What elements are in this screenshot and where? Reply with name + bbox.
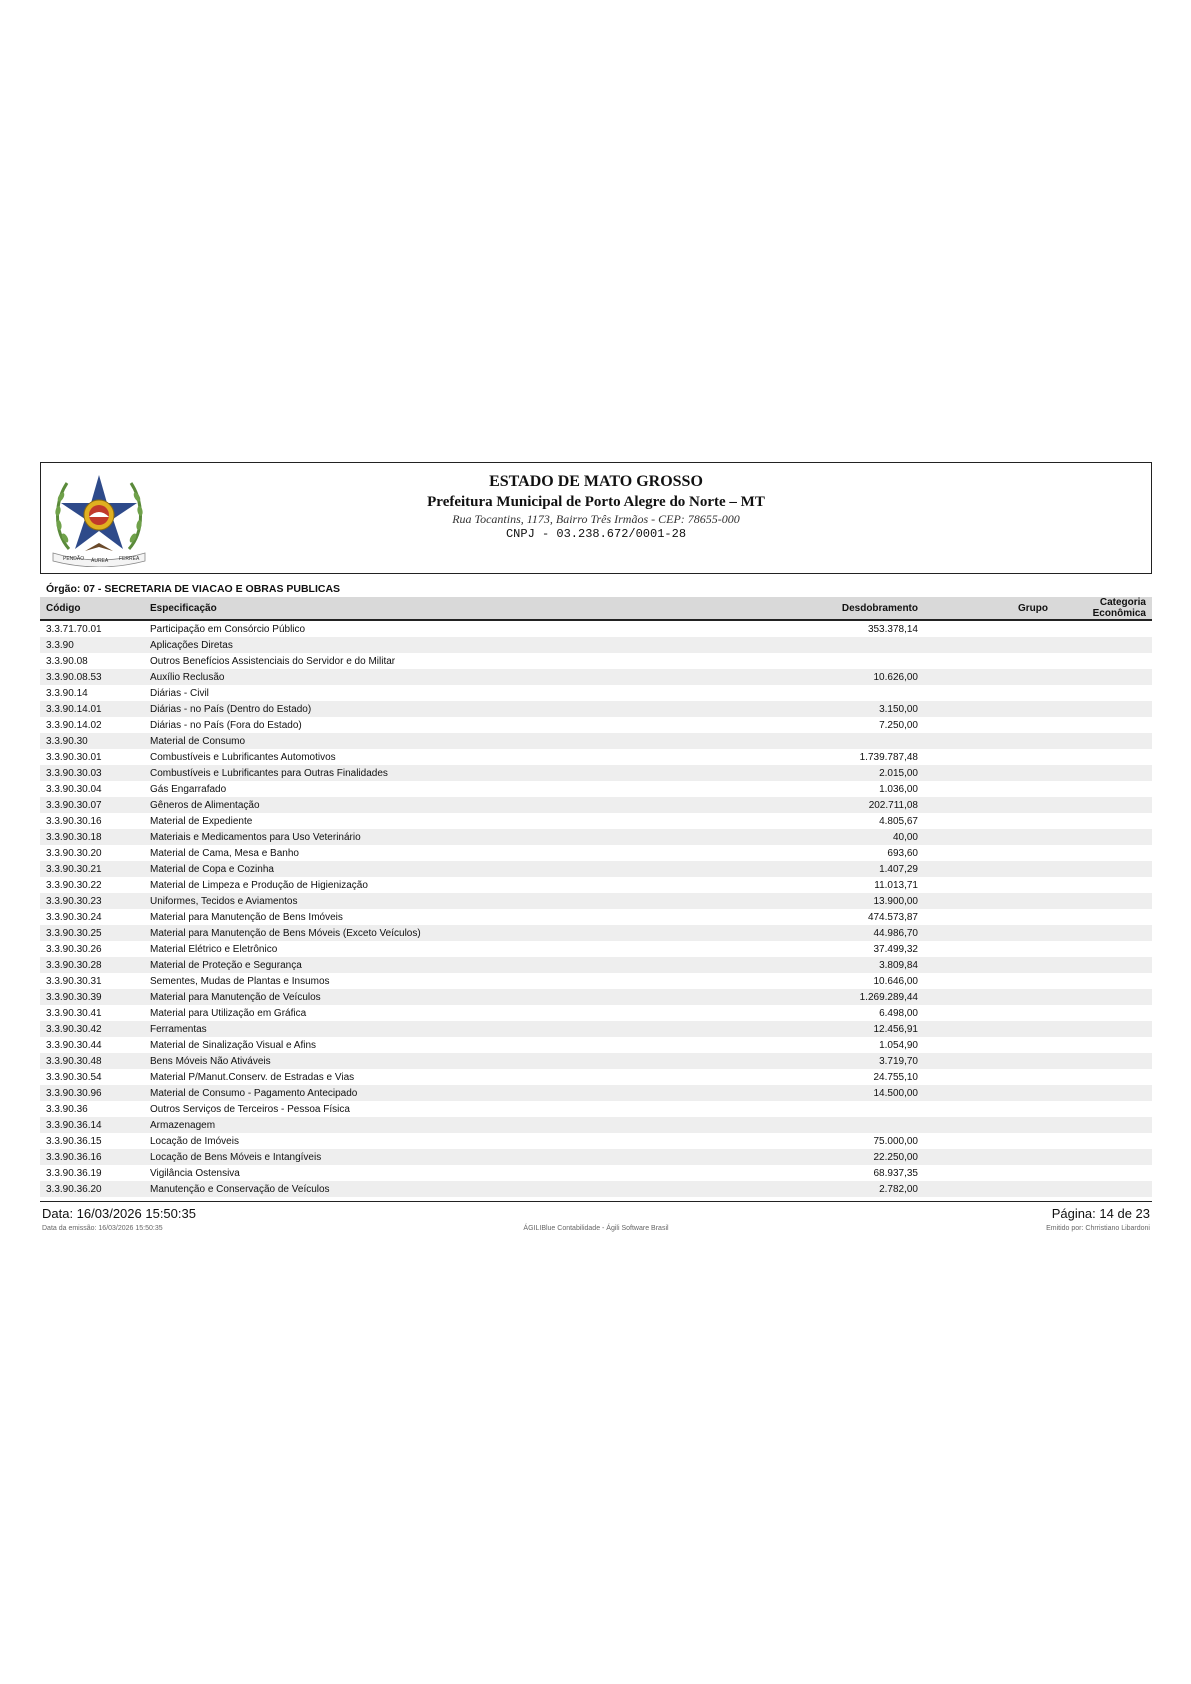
cell-codigo: 3.3.90.30.96: [40, 1085, 144, 1101]
cell-desdobramento: [704, 1117, 924, 1133]
cell-categoria: [1054, 1053, 1152, 1069]
cell-grupo: [924, 1165, 1054, 1181]
cell-grupo: [924, 845, 1054, 861]
cell-categoria: [1054, 1085, 1152, 1101]
cell-codigo: 3.3.90.30.03: [40, 765, 144, 781]
table-row: [40, 717, 1152, 733]
cell-categoria: [1054, 781, 1152, 797]
cell-codigo: 3.3.90.30.22: [46, 879, 102, 891]
cell-grupo: [924, 797, 1054, 813]
cell-desdobramento: 44.986,70: [704, 925, 924, 941]
cell-categoria: [1054, 877, 1152, 893]
cell-categoria: [1054, 620, 1152, 637]
cell-codigo: 3.3.90.30.54: [46, 1071, 102, 1083]
cell-desdobramento: 68.937,35: [873, 1167, 918, 1179]
cell-categoria: [1054, 701, 1152, 717]
cell-grupo: [924, 1021, 1054, 1037]
cell-codigo: 3.3.90.30.44: [46, 1039, 102, 1051]
cell-grupo: [924, 957, 1054, 973]
cell-grupo: [924, 1133, 1054, 1149]
table-row: [40, 941, 1152, 957]
cell-categoria: [1054, 1069, 1152, 1085]
cell-desdobramento: [704, 733, 924, 749]
cell-codigo: 3.3.90.30.48: [40, 1053, 144, 1069]
cell-especificacao: Auxílio Reclusão: [144, 669, 704, 685]
cell-especificacao: Material de Limpeza e Produção de Higienização: [150, 879, 368, 891]
cell-codigo: 3.3.90.30.39: [40, 989, 144, 1005]
cell-especificacao: Material de Copa e Cozinha: [144, 861, 704, 877]
cell-desdobramento: [704, 637, 924, 653]
table-row: [40, 845, 1152, 861]
cell-codigo: 3.3.90.14: [46, 687, 88, 699]
cell-codigo: 3.3.90.08.53: [40, 669, 144, 685]
cell-codigo: 3.3.90: [40, 637, 144, 653]
cell-especificacao: Materiais e Medicamentos para Uso Veterinário: [144, 829, 704, 845]
cell-grupo: [924, 669, 1054, 685]
cell-categoria: [1054, 845, 1152, 861]
cell-desdobramento: 4.805,67: [879, 815, 918, 827]
cell-grupo: [924, 941, 1054, 957]
cell-categoria: [1054, 1149, 1152, 1165]
cell-codigo: 3.3.90.36.14: [40, 1117, 144, 1133]
column-header-especificacao: Especificação: [144, 597, 704, 620]
cell-especificacao: Diárias - Civil: [150, 687, 209, 699]
cell-especificacao: Ferramentas: [144, 1021, 704, 1037]
cell-codigo: 3.3.90.30.31: [46, 975, 102, 987]
cell-especificacao: Material para Manutenção de Veículos: [144, 989, 704, 1005]
cell-codigo: 3.3.90.14.01: [40, 701, 144, 717]
cell-especificacao: Diárias - no País (Dentro do Estado): [144, 701, 704, 717]
cell-grupo: [924, 1053, 1054, 1069]
table-row: [40, 781, 1152, 797]
software-credit: ÁGILIBlue Contabilidade - Ágili Software Brasil: [523, 1225, 669, 1232]
footer-date: Data: 16/03/2026 15:50:35: [42, 1206, 196, 1221]
cell-grupo: [924, 829, 1054, 845]
cell-grupo: [924, 877, 1054, 893]
cell-desdobramento: 1.269.289,44: [704, 989, 924, 1005]
table-row: [40, 1165, 1152, 1181]
cell-grupo: [924, 893, 1054, 909]
cell-categoria: [1054, 797, 1152, 813]
report-footer: [40, 1201, 1152, 1238]
report-header: [40, 462, 1152, 574]
cell-grupo: [924, 1149, 1054, 1165]
crest-motto-word: ÁUREA: [91, 558, 109, 564]
cell-grupo: [924, 973, 1054, 989]
cell-especificacao: Armazenagem: [144, 1117, 704, 1133]
cell-codigo: 3.3.90.30.23: [40, 893, 144, 909]
cell-especificacao: Material Elétrico e Eletrônico: [150, 943, 278, 955]
cell-desdobramento: 2.782,00: [704, 1181, 924, 1197]
table-row: [40, 1101, 1152, 1117]
cell-grupo: [924, 861, 1054, 877]
cell-codigo: 3.3.90.30.25: [40, 925, 144, 941]
cell-desdobramento: 75.000,00: [873, 1135, 918, 1147]
cell-grupo: [924, 717, 1054, 733]
cell-categoria: [1054, 1117, 1152, 1133]
cell-desdobramento: 1.407,29: [704, 861, 924, 877]
cell-especificacao: Material de Consumo - Pagamento Antecipado: [144, 1085, 704, 1101]
cell-categoria: [1054, 717, 1152, 733]
cell-grupo: [924, 733, 1054, 749]
cell-categoria: [1054, 813, 1152, 829]
column-header-desdobramento: Desdobramento: [704, 597, 924, 620]
cell-especificacao: Gás Engarrafado: [150, 783, 227, 795]
table-row: [40, 701, 1152, 717]
cell-especificacao: Material para Manutenção de Bens Móveis (Exceto Veículos): [144, 925, 704, 941]
emitted-by: Emitido por: Chrristiano Libardoni: [1046, 1225, 1150, 1232]
table-row: [40, 749, 1152, 765]
cell-grupo: [924, 701, 1054, 717]
cell-codigo: 3.3.90.36.19: [46, 1167, 102, 1179]
cell-desdobramento: 6.498,00: [879, 1007, 918, 1019]
cell-codigo: 3.3.90.14.02: [46, 719, 102, 731]
cell-categoria: [1054, 1165, 1152, 1181]
cell-desdobramento: 40,00: [704, 829, 924, 845]
state-title: ESTADO DE MATO GROSSO: [489, 473, 703, 490]
table-row: [40, 973, 1152, 989]
emission-date: Data da emissão: 16/03/2026 15:50:35: [42, 1225, 163, 1232]
cell-codigo: 3.3.90.30.18: [40, 829, 144, 845]
cell-desdobramento: 202.711,08: [704, 797, 924, 813]
cell-categoria: [1054, 957, 1152, 973]
cell-categoria: [1054, 989, 1152, 1005]
cell-especificacao: Sementes, Mudas de Plantas e Insumos: [150, 975, 330, 987]
cell-categoria: [1054, 1021, 1152, 1037]
cell-especificacao: Material de Sinalização Visual e Afins: [150, 1039, 317, 1051]
cell-especificacao: Material P/Manut.Conserv. de Estradas e Vias: [150, 1071, 355, 1083]
cell-desdobramento: 353.378,14: [867, 623, 918, 635]
cell-grupo: [924, 1005, 1054, 1021]
table-row: [40, 1053, 1152, 1069]
cell-desdobramento: 2.015,00: [704, 765, 924, 781]
cell-especificacao: Locação de Imóveis: [150, 1135, 239, 1147]
cell-categoria: [1054, 685, 1152, 701]
crest-motto-word: FERREA: [119, 556, 140, 562]
cell-especificacao: Vigilância Ostensiva: [150, 1167, 240, 1179]
cell-grupo: [924, 637, 1054, 653]
table-row: [40, 685, 1152, 701]
cell-categoria: [1054, 1037, 1152, 1053]
cell-codigo: 3.3.90.30.26: [46, 943, 102, 955]
cnpj-line: CNPJ - 03.238.672/0001-28: [505, 527, 687, 541]
cell-especificacao: Outros Benefícios Assistenciais do Servidor e do Militar: [150, 655, 396, 667]
table-row: [40, 1037, 1152, 1053]
cell-codigo: 3.3.90.30.21: [40, 861, 144, 877]
table-row: [40, 1085, 1152, 1101]
cell-categoria: [1054, 749, 1152, 765]
page-number: Página: 14 de 23: [1051, 1206, 1150, 1221]
address-line: Rua Tocantins, 1173, Bairro Três Irmãos - CEP: 78655-000: [452, 512, 740, 526]
cell-especificacao: Manutenção e Conservação de Veículos: [144, 1181, 704, 1197]
cell-desdobramento: 12.456,91: [704, 1021, 924, 1037]
cell-grupo: [924, 781, 1054, 797]
cell-desdobramento: 1.054,90: [879, 1039, 918, 1051]
cell-categoria: [1054, 829, 1152, 845]
cell-desdobramento: 14.500,00: [704, 1085, 924, 1101]
table-row: [40, 909, 1152, 925]
crest-motto-word: PENDÃO: [63, 556, 85, 562]
table-row: [40, 1117, 1152, 1133]
table-row: [40, 829, 1152, 845]
table-row: [40, 733, 1152, 749]
column-header-codigo: Código: [40, 597, 144, 620]
cell-desdobramento: 1.036,00: [879, 783, 918, 795]
cell-desdobramento: 1.739.787,48: [859, 751, 918, 763]
cell-categoria: [1054, 765, 1152, 781]
table-row: [40, 1149, 1152, 1165]
cell-grupo: [924, 813, 1054, 829]
cell-especificacao: Diárias - no País (Fora do Estado): [150, 719, 302, 731]
cell-grupo: [924, 1037, 1054, 1053]
cell-categoria: [1054, 973, 1152, 989]
table-row: [40, 653, 1152, 669]
cell-especificacao: Gêneros de Alimentação: [144, 797, 704, 813]
cell-especificacao: Material para Utilização em Gráfica: [150, 1007, 307, 1019]
cell-desdobramento: [704, 685, 924, 701]
table-row: [40, 813, 1152, 829]
table-row: [40, 893, 1152, 909]
cell-grupo: [924, 685, 1054, 701]
cell-especificacao: Participação em Consórcio Público: [150, 623, 306, 635]
cell-categoria: [1054, 925, 1152, 941]
cell-especificacao: Uniformes, Tecidos e Aviamentos: [144, 893, 704, 909]
column-header-categoria: Categoria Econômica: [1054, 597, 1152, 620]
cell-grupo: [924, 653, 1054, 669]
cell-codigo: 3.3.90.30.04: [46, 783, 102, 795]
cell-categoria: [1054, 1101, 1152, 1117]
cell-desdobramento: 693,60: [887, 847, 918, 859]
table-row: [40, 957, 1152, 973]
table-row: [40, 1133, 1152, 1149]
table-row: [40, 1005, 1152, 1021]
cell-codigo: 3.3.90.36.15: [46, 1135, 102, 1147]
cell-desdobramento: [704, 1101, 924, 1117]
cell-grupo: [924, 989, 1054, 1005]
cell-categoria: [1054, 637, 1152, 653]
cell-desdobramento: 11.013,71: [874, 879, 918, 891]
cell-especificacao: Material de Expediente: [150, 815, 253, 827]
cell-grupo: [924, 1101, 1054, 1117]
table-row: [40, 637, 1152, 653]
table-row: [40, 765, 1152, 781]
cell-desdobramento: 10.626,00: [704, 669, 924, 685]
cell-categoria: [1054, 733, 1152, 749]
table-row: [40, 1069, 1152, 1085]
header-text: [41, 472, 1151, 542]
cell-especificacao: Material de Proteção e Segurança: [144, 957, 704, 973]
cell-categoria: [1054, 941, 1152, 957]
table-row: [40, 669, 1152, 685]
cell-desdobramento: 3.719,70: [704, 1053, 924, 1069]
cell-grupo: [924, 749, 1054, 765]
cell-especificacao: Material para Manutenção de Bens Imóveis: [150, 911, 343, 923]
cell-categoria: [1054, 669, 1152, 685]
table-row: [40, 877, 1152, 893]
table-row: [40, 861, 1152, 877]
expense-table: [40, 597, 1152, 1197]
cell-categoria: [1054, 1181, 1152, 1197]
cell-codigo: 3.3.90.30.41: [46, 1007, 102, 1019]
table-row: [40, 925, 1152, 941]
cell-especificacao: Combustíveis e Lubrificantes para Outras Finalidades: [144, 765, 704, 781]
cell-grupo: [924, 1085, 1054, 1101]
table-row: [40, 1021, 1152, 1037]
cell-desdobramento: 37.499,32: [873, 943, 918, 955]
cell-codigo: 3.3.90.36: [46, 1103, 88, 1115]
cell-especificacao: Locação de Bens Móveis e Intangíveis: [144, 1149, 704, 1165]
table-row: [40, 620, 1152, 637]
cell-categoria: [1054, 893, 1152, 909]
cell-categoria: [1054, 1005, 1152, 1021]
cell-desdobramento: 24.755,10: [873, 1071, 918, 1083]
cell-codigo: 3.3.90.30.01: [46, 751, 102, 763]
cell-desdobramento: 7.250,00: [879, 719, 918, 731]
cell-desdobramento: 3.809,84: [704, 957, 924, 973]
cell-grupo: [924, 909, 1054, 925]
cell-especificacao: Combustíveis e Lubrificantes Automotivos: [150, 751, 336, 763]
city-title: Prefeitura Municipal de Porto Alegre do Norte – MT: [427, 494, 765, 510]
report-page: [40, 462, 1152, 1238]
table-row: [40, 989, 1152, 1005]
cell-codigo: 3.3.90.30.24: [46, 911, 102, 923]
table-row: [40, 797, 1152, 813]
cell-codigo: 3.3.90.08: [46, 655, 88, 667]
cell-desdobramento: 22.250,00: [704, 1149, 924, 1165]
cell-desdobramento: 13.900,00: [704, 893, 924, 909]
cell-grupo: [924, 1181, 1054, 1197]
cell-grupo: [924, 620, 1054, 637]
cell-grupo: [924, 1069, 1054, 1085]
cell-codigo: 3.3.90.30: [40, 733, 144, 749]
cell-codigo: 3.3.90.30.07: [40, 797, 144, 813]
cell-categoria: [1054, 653, 1152, 669]
cell-grupo: [924, 925, 1054, 941]
cell-especificacao: Material de Cama, Mesa e Banho: [150, 847, 299, 859]
cell-codigo: 3.3.90.30.28: [40, 957, 144, 973]
table-header-row: [40, 597, 1152, 620]
orgao-label: Órgão: 07 - SECRETARIA DE VIACAO E OBRAS PUBLICAS: [46, 583, 341, 595]
cell-codigo: 3.3.90.30.42: [40, 1021, 144, 1037]
cell-categoria: [1054, 909, 1152, 925]
cell-categoria: [1054, 861, 1152, 877]
cell-desdobramento: 10.646,00: [873, 975, 918, 987]
cell-desdobramento: 3.150,00: [704, 701, 924, 717]
cell-especificacao: Outros Serviços de Terceiros - Pessoa Física: [150, 1103, 350, 1115]
cell-codigo: 3.3.90.36.20: [40, 1181, 144, 1197]
column-header-grupo: Grupo: [924, 597, 1054, 620]
cell-especificacao: Bens Móveis Não Ativáveis: [144, 1053, 704, 1069]
cell-desdobramento: 474.573,87: [867, 911, 918, 923]
cell-codigo: 3.3.90.30.20: [46, 847, 102, 859]
cell-codigo: 3.3.90.36.16: [40, 1149, 144, 1165]
cell-codigo: 3.3.90.30.16: [46, 815, 102, 827]
cell-codigo: 3.3.71.70.01: [46, 623, 102, 635]
table-row: [40, 1181, 1152, 1197]
cell-desdobramento: [704, 653, 924, 669]
cell-categoria: [1054, 1133, 1152, 1149]
cell-especificacao: Aplicações Diretas: [144, 637, 704, 653]
cell-especificacao: Material de Consumo: [144, 733, 704, 749]
cell-grupo: [924, 765, 1054, 781]
cell-grupo: [924, 1117, 1054, 1133]
